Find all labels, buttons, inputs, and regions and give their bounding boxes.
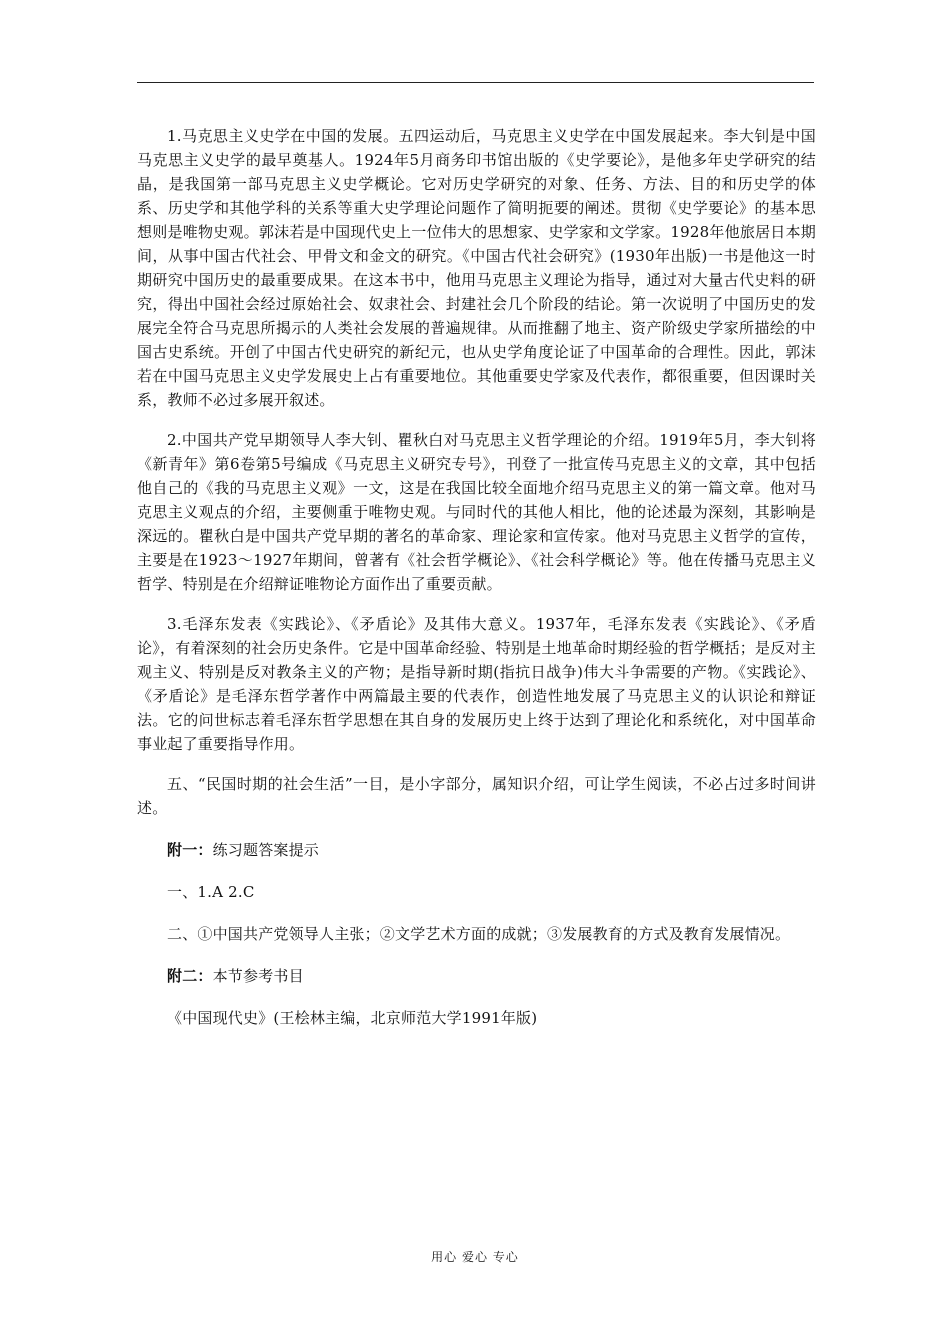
- appendix1-heading-line: [137, 838, 816, 862]
- appendix1-answer1: 一、1.A 2.C: [167, 883, 255, 901]
- appendix1-title: 练习题答案提示: [212, 841, 320, 859]
- paragraph-marxist-philosophy: 2.中国共产党早期领导人李大钊、瞿秋白对马克思主义哲学理论的介绍。1919年5月，李大钊将《新青年》第6卷第5号编成《马克思主义研究专号》，刊登了一批宣传马克思主义的文章，其中包括他自己的《我的马克思主义观》一文，这是在我国比较全面地介绍马克思主义的第一篇文章。他对马克思主义观点的介绍，主要侧重于唯物史观。与同时代的其他人相比，他的论述最为深刻，其影响是深远的。瞿秋白是中国共产党早期的著名的革命家、理论家和宣传家。他对马克思主义哲学的宣传，主要是在1923～1927年期间，曾著有《社会哲学概论》、《社会科学概论》等。他在传播马克思主义哲学、特别是在介绍辩证唯物论方面作出了重要贡献。: [137, 431, 816, 593]
- appendix2-heading-line: [137, 964, 816, 988]
- appendix2-reference: 《中国现代史》(王桧林主编，北京师范大学1991年版): [167, 1009, 538, 1027]
- appendix2-title: 本节参考书目: [212, 967, 304, 985]
- appendix1-heading: 附一：: [167, 841, 213, 859]
- paragraph-mao-works: 3.毛泽东发表《实践论》、《矛盾论》及其伟大意义。1937年，毛泽东发表《实践论》、《矛盾论》，有着深刻的社会历史条件。它是中国革命经验、特别是土地革命时期经验的哲学概括；是反对主观主义、特别是反对教条主义的产物；是指导新时期(指抗日战争)伟大斗争需要的产物。《实践论》、《矛盾论》是毛泽东哲学著作中两篇最主要的代表作，创造性地发展了马克思主义的认识论和辩证法。它的问世标志着毛泽东哲学思想在其自身的发展历史上终于达到了理论化和系统化，对中国革命事业起了重要指导作用。: [137, 615, 816, 753]
- paragraph-social-life: 五、“民国时期的社会生活”一目，是小字部分，属知识介绍，可让学生阅读，不必占过多时间讲述。: [137, 775, 816, 817]
- paragraph-marxist-historiography: 1.马克思主义史学在中国的发展。五四运动后，马克思主义史学在中国发展起来。李大钊是中国马克思主义史学的最早奠基人。1924年5月商务印书馆出版的《史学要论》，是他多年史学研究的结晶，是我国第一部马克思主义史学概论。它对历史学研究的对象、任务、方法、目的和历史学的体系、历史学和其他学科的关系等重大史学理论问题作了简明扼要的阐述。贯彻《史学要论》的基本思想则是唯物史观。郭沫若是中国现代史上一位伟大的思想家、史学家和文学家。1928年他旅居日本期间，从事中国古代社会、甲骨文和金文的研究。《中国古代社会研究》(1930年出版)一书是他这一时期研究中国历史的最重要成果。在这本书中，他用马克思主义理论为指导，通过对大量古代史料的研究，得出中国社会经过原始社会、奴隶社会、封建社会几个阶段的结论。第一次说明了中国历史的发展完全符合马克思所揭示的人类社会发展的普遍规律。从而推翻了地主、资产阶级史学家所描绘的中国古史系统。开创了中国古代史研究的新纪元，也从史学角度论证了中国革命的合理性。因此，郭沫若在中国马克思主义史学发展史上占有重要地位。其他重要史学家及代表作，都很重要，但因课时关系，教师不必过多展开叙述。: [137, 127, 816, 409]
- document-body: [137, 124, 816, 1048]
- appendix1-answer2: 二、①中国共产党领导人主张；②文学艺术方面的成就；③发展教育的方式及教育发展情况。: [167, 925, 791, 943]
- page-footer: 用心 爱心 专心: [431, 1250, 519, 1264]
- appendix2-heading: 附二：: [167, 967, 213, 985]
- header-rule: [137, 82, 814, 83]
